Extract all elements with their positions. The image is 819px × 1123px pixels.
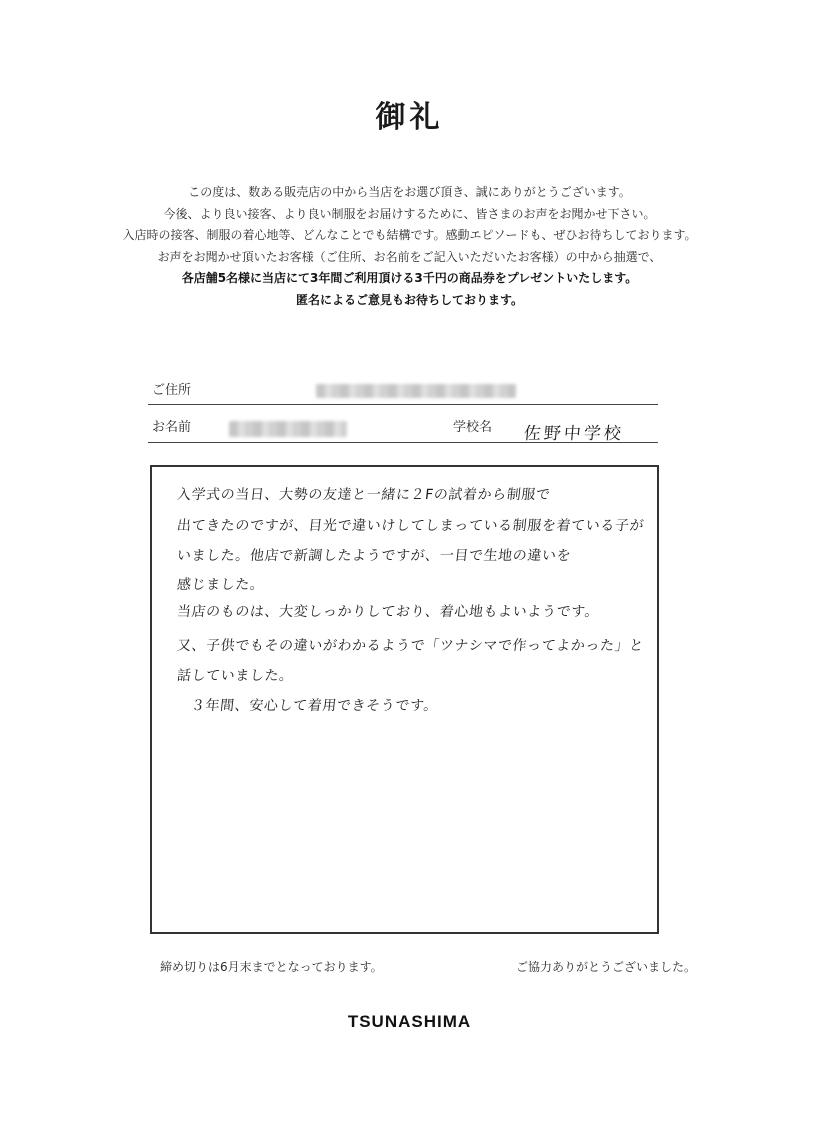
brand-logo: TSUNASHIMA [347,1012,472,1031]
message-line: 又、子供でもその違いがわかるようで「ツナシマで作ってよかった」と [176,638,645,654]
intro-line: この度は、数ある販売店の中から当店をお選び頂き、誠にありがとうございます。 [188,185,631,199]
name-redacted [229,421,347,437]
school-label: 学校名 [453,420,493,435]
intro-line-prize: 各店舗5名様に当店にて3年間ご利用頂ける3千円の商品券をプレゼントいたします。 [181,271,638,285]
page-title: 御礼 [375,100,444,135]
message-line: ３年間、安心して着用できそうです。 [190,698,439,714]
thanks-note: ご協力ありがとうございました。 [516,960,697,974]
name-label: お名前 [152,420,192,435]
message-line: 出てきたのですが、目光で違いけしてしまっている制服を着ている子が [176,518,645,534]
name-school-rule [148,442,658,443]
message-line: 感じました。 [176,577,266,593]
intro-line: お声をお聞かせ頂いたお客様（ご住所、お名前をご記入いただいたお客様）の中から抽選で、 [157,249,662,264]
message-line: 話していました。 [176,668,295,684]
address-redacted [316,384,516,398]
message-line: いました。他店で新調したようですが、一目で生地の違いを [176,548,572,564]
message-line: 当店のものは、大変しっかりしており、着心地もよいようです。 [176,604,601,620]
intro-line: 今後、より良い接客、より良い制服をお届けするために、皆さまのお声をお聞かせ下さい。 [163,206,656,221]
address-rule [148,404,658,405]
school-value: 佐野中学校 [522,424,625,444]
address-label: ご住所 [152,383,192,398]
intro-text [0,182,819,311]
message-line: 入学式の当日、大勢の友達と一緒に２Fの試着から制服で [176,487,552,503]
deadline-note: 締め切りは6月末までとなっております。 [160,960,383,974]
intro-line: 入店時の接客、制服の着心地等、どんなことでも結構です。感動エピソードも、ぜひお待ちしております。 [122,228,697,242]
intro-line-anonymous: 匿名によるご意見もお待ちしております。 [295,292,524,307]
